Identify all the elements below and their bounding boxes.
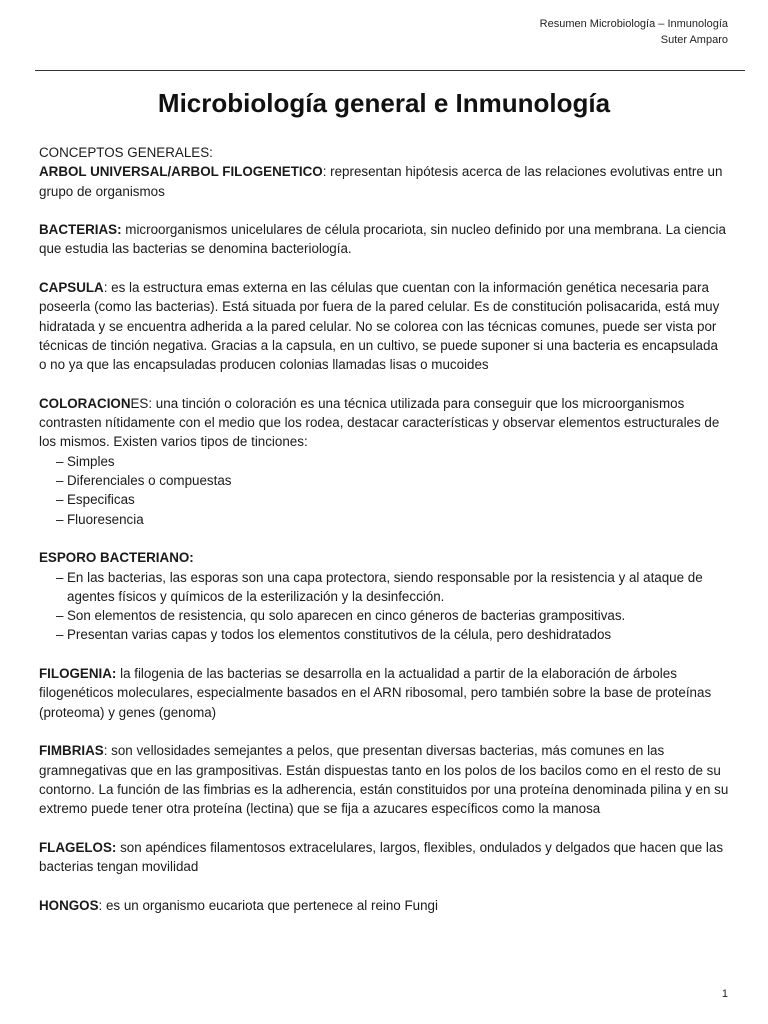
paragraph-hongos (39, 896, 729, 915)
term-flagelos: FLAGELOS: (39, 839, 117, 855)
list-item: – Son elementos de resistencia, qu solo aparecen en cinco géneros de bacterias grampositivas. (39, 606, 729, 625)
paragraph-coloraciones (39, 394, 729, 452)
list-item: – Diferenciales o compuestas (39, 471, 729, 490)
paragraph-capsula (39, 278, 729, 374)
page-number: 1 (721, 988, 728, 1000)
page-title: Microbiología general e Inmunología (157, 88, 611, 118)
header-divider (35, 70, 745, 71)
term-coloraciones: COLORACION (39, 395, 131, 411)
header-line-1: Resumen Microbiología – Inmunología (539, 18, 728, 30)
list-item: – Presentan varias capas y todos los elementos constitutivos de la célula, pero deshidratados (39, 625, 729, 644)
term-esporo: ESPORO BACTERIANO: (39, 550, 194, 566)
document-body (39, 143, 729, 934)
list-esporo (39, 568, 729, 645)
page-header (540, 16, 728, 48)
term-capsula: CAPSULA (39, 280, 104, 296)
list-item: – Especificas (39, 490, 729, 509)
paragraph-fimbrias (39, 741, 729, 818)
term-fimbrias: FIMBRIAS (39, 743, 104, 759)
text-fimbrias: : son vellosidades semejantes a pelos, que presentan diversas bacterias, más comunes en las gramnegativas que en las grampositivas. Están dispuestas tanto en los polos de los bacilos como en el resto de su contorno. La función de las fimbrias es la adherencia, están constituidos por una proteína denominada pilina y en su extremo puede tener otra proteína (lectina) que se fija a azucares específicos como la manosa (39, 743, 729, 817)
paragraph-filogenia (39, 664, 729, 722)
text-arbol: : representan hipótesis acerca de las relaciones evolutivas entre un grupo de organismos (39, 164, 723, 199)
paragraph-bacterias (39, 220, 729, 259)
list-item: – Fluoresencia (39, 510, 729, 529)
term-arbol: ARBOL UNIVERSAL/ARBOL FILOGENETICO (39, 164, 323, 180)
text-filogenia: la filogenia de las bacterias se desarrolla en la actualidad a partir de la elaboración de árboles filogenéticos moleculares, especialmente basados en el ARN ribosomal, pero también sobre la base de proteínas (proteoma) y genes (genoma) (39, 666, 712, 720)
paragraph-flagelos (39, 838, 729, 877)
text-coloraciones: ES: una tinción o coloración es una técnica utilizada para conseguir que los microorganismos contrasten nítidamente con el medio que los rodea, destacar características y observar elementos estructurales de los mismos. Existen varios tipos de tinciones: (39, 395, 720, 450)
section-heading-conceptos: CONCEPTOS GENERALES: (39, 145, 213, 160)
paragraph-esporo (39, 548, 729, 567)
list-item: – En las bacterias, las esporas son una capa protectora, siendo responsable por la resistencia y al ataque de agentes físicos y químicos de la esterilización y la desinfección. (39, 568, 729, 607)
header-line-2: Suter Amparo (660, 34, 728, 46)
text-flagelos: son apéndices filamentosos extracelulares, largos, flexibles, ondulados y delgados que hacen que las bacterias tengan movilidad (39, 839, 724, 874)
text-bacterias: microorganismos unicelulares de célula procariota, sin nucleo definido por una membrana. La ciencia que estudia las bacterias se denomina bacteriología. (39, 222, 726, 257)
term-filogenia: FILOGENIA: (39, 666, 117, 682)
paragraph-arbol (39, 162, 729, 201)
text-capsula: : es la estructura emas externa en las células que cuentan con la información genética necesaria para poseerla (como las bacterias). Está situada por fuera de la pared celular. Es de constitución polisacarida, está muy hidratada y se encuentra adherida a la pared celular. No se colorea con las técnicas comunes, puede ser vista por técnicas de tinción negativa. Gracias a la capsula, en un cultivo, se puede suponer si una bacteria es encapsulada o no ya que las encapsuladas producen colonias llamadas lisas o mucoides (39, 280, 720, 373)
list-tinciones (39, 452, 729, 529)
list-item: – Simples (39, 452, 729, 471)
text-hongos: : es un organismo eucariota que pertenece al reino Fungi (98, 897, 438, 913)
term-bacterias: BACTERIAS: (39, 222, 122, 238)
term-hongos: HONGOS (39, 897, 99, 913)
